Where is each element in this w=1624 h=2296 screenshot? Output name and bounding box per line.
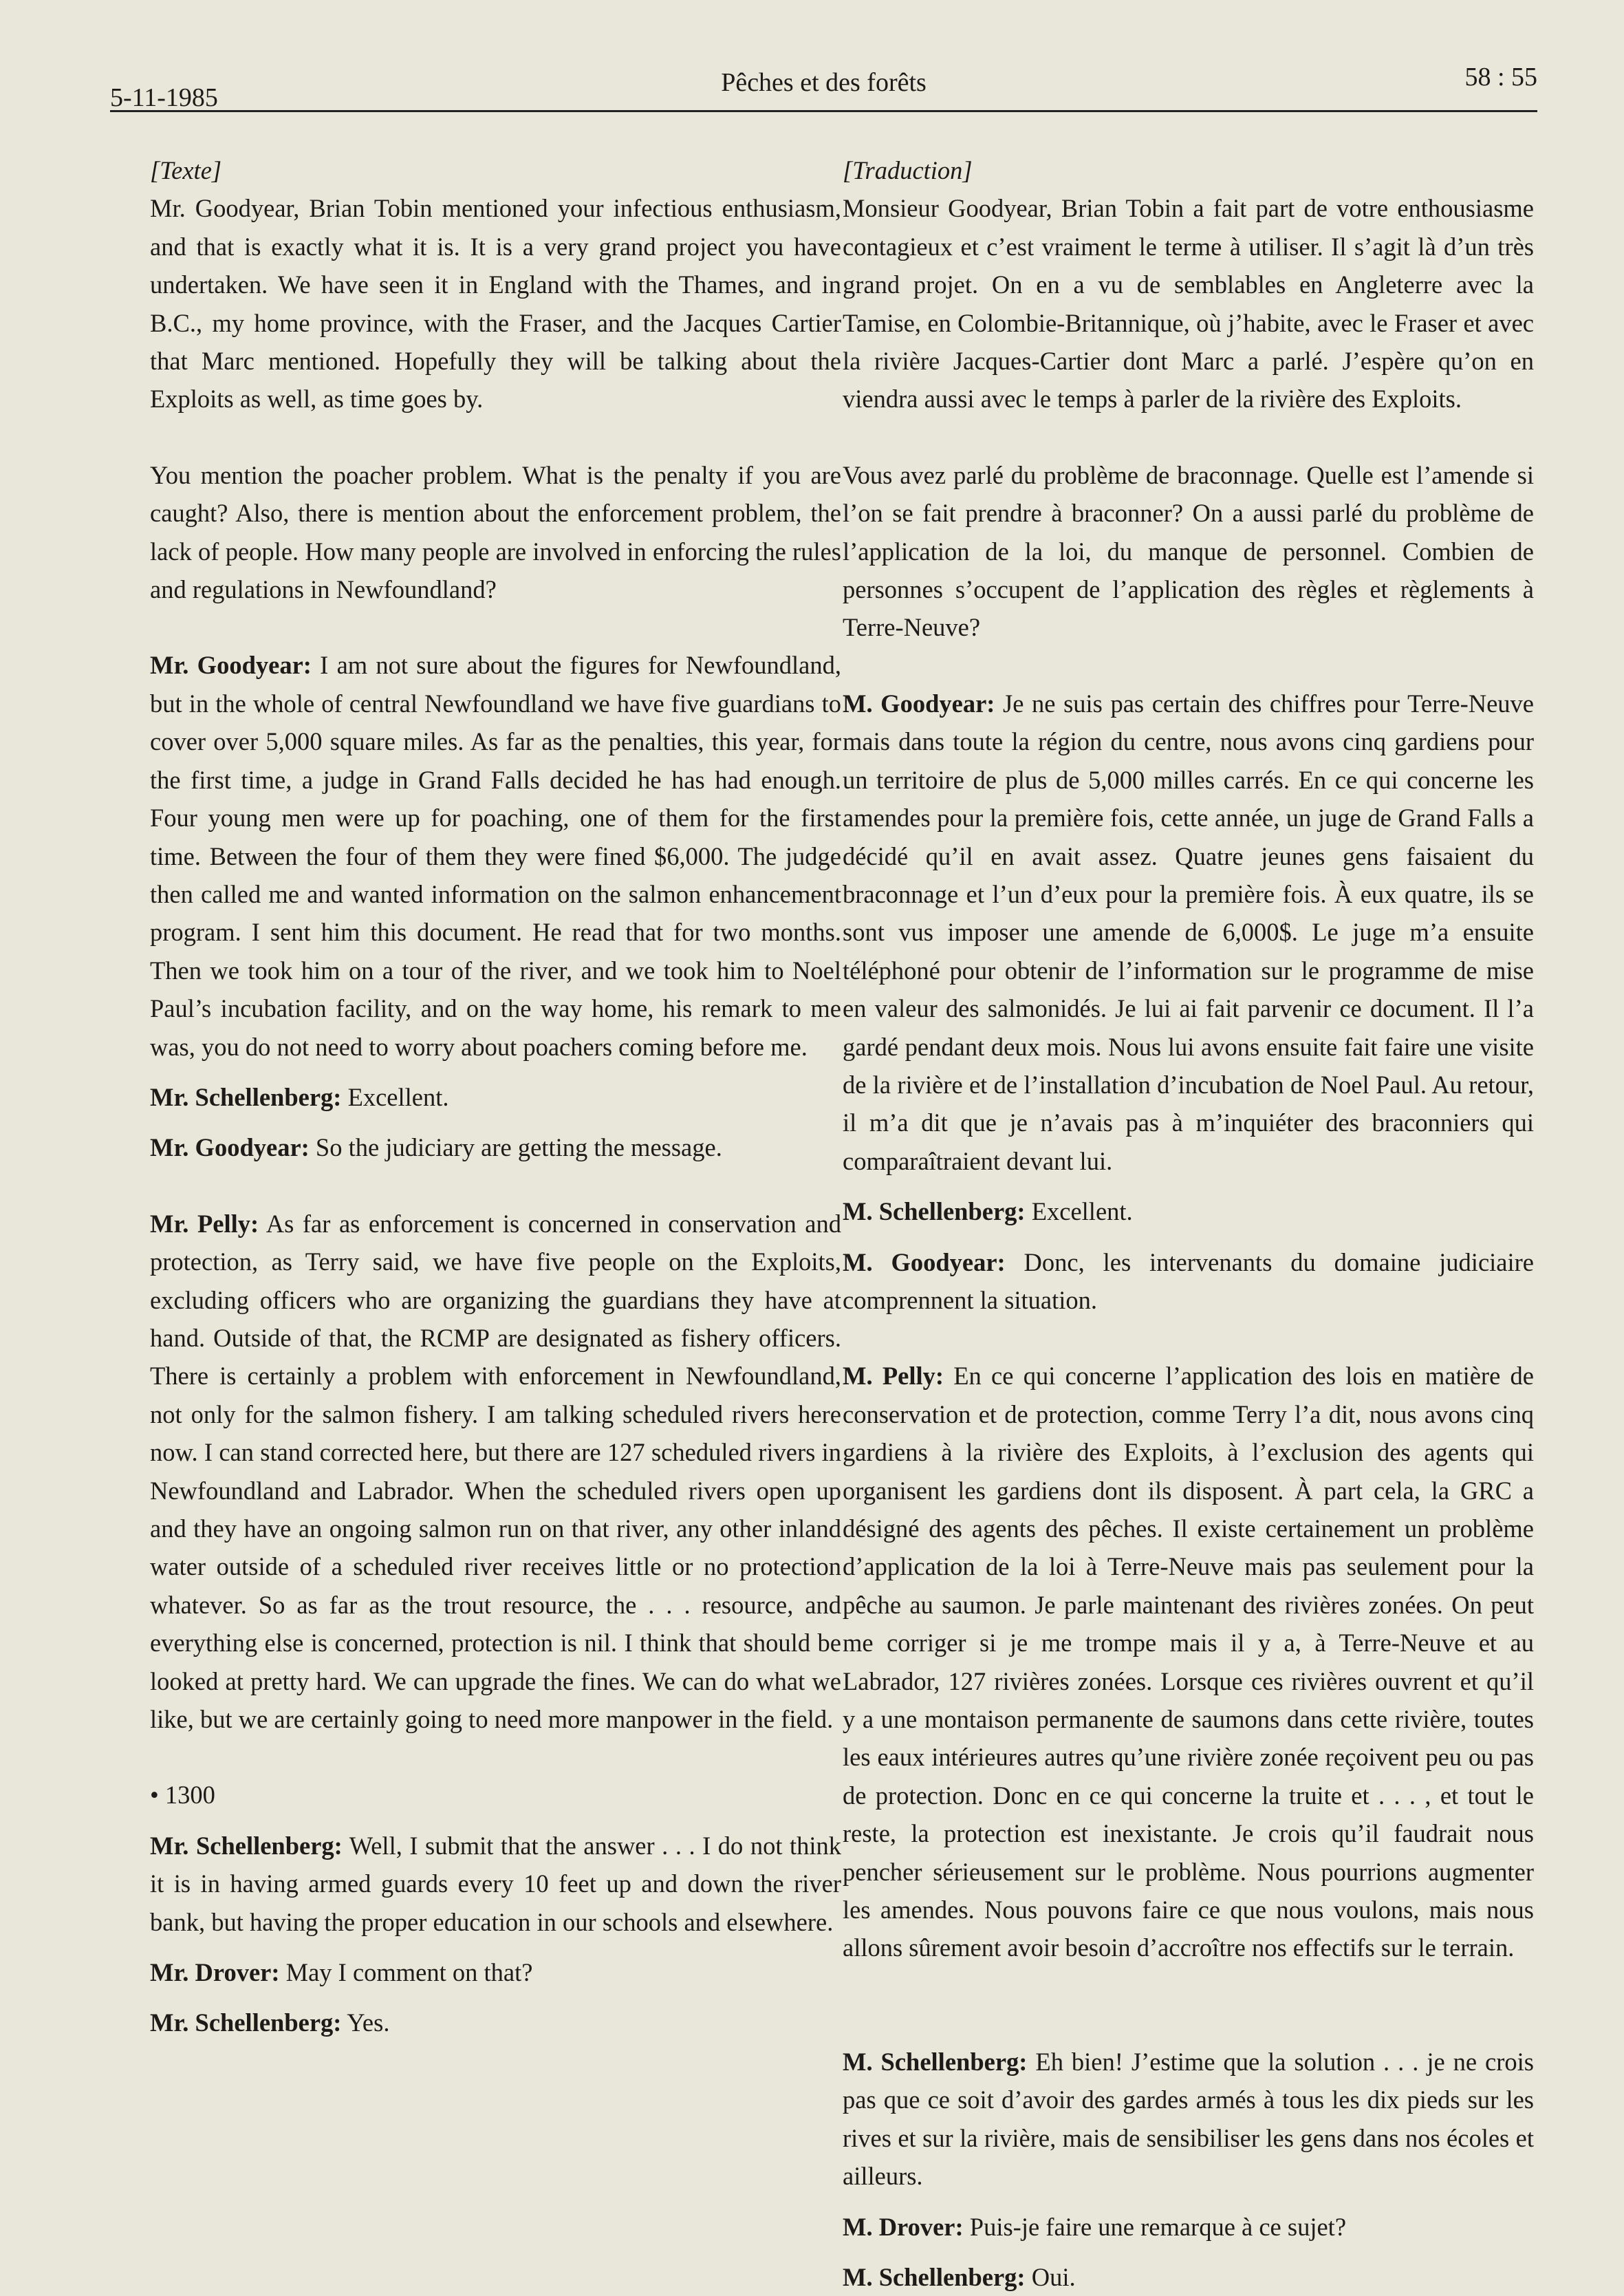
spacer — [150, 1116, 841, 1128]
speech-text: En ce qui concerne l’application des lois en matière de conservation et de protection, comme Terry l’a dit, nous avons cinq gardiens à la rivière des Exploits, à l’exclusion des agents qui organisent les gardiens dont ils disposent. À part cela, la GRC a désigné des agents des pêches. Il existe certainement un problème d’application de la loi à Terre-Neuve mais pas seulement pour la pêche au saumon. Je parle maintenant des rivières zonées. On peut me corriger si je me trompe mais il y a, à Terre-Neuve et au Labrador, 127 rivières zonées. Lorsque ces rivières ouvrent et qu’il y a une montaison permanente de saumons dans cette rivière, toutes les eaux intérieures autres qu’une rivière zonée reçoivent peu ou pas de protection. Donc en ce qui concerne la truite et . . . , et tout le reste, la protection est inexistante. Je crois qu’il faudrait nous pencher sérieusement sur le problème. Nous pourrions augmenter les amendes. Nous pouvons faire ce que nous voulons, mais nous allons sûrement avoir besoin d’accroître nos effectifs sur le terrain. — [843, 1362, 1534, 1962]
paragraph-1: Mr. Goodyear, Brian Tobin mentioned your infectious enthusiasm, and that is exactly what it is. It is a very grand project you have undertaken. We have seen it in England with the Thames, and in B.C., my home province, with the Fraser, and the Jacques Cartier that Marc mentioned. Hopefully they will be talking about the Exploits as well, as time goes by. — [150, 194, 841, 414]
spacer — [150, 1738, 841, 1776]
section-label-traduction: [Traduction] — [843, 156, 973, 184]
speaker-name: Mr. Goodyear: — [150, 651, 312, 680]
paragraph-5 — [843, 1243, 1534, 1320]
english-column — [150, 151, 841, 2042]
speech-text: So the judiciary are getting the message. — [309, 1133, 722, 1162]
paragraph-5 — [150, 1128, 841, 1166]
speech-text: May I comment on that? — [279, 1958, 533, 1987]
paragraph-2: Vous avez parlé du problème de braconnage. Quelle est l’amende si l’on se fait prendre à braconner? On a aussi parlé du problème de l’application de la loi, du manque de personnel. Combien de personnes s’occupent de l’application des règles et règlements à Terre-Neuve? — [843, 460, 1534, 642]
paragraph-7 — [843, 2043, 1534, 2196]
speech-text: Oui. — [1025, 2262, 1076, 2291]
paragraph-7 — [150, 1827, 841, 1941]
header-date: 5-11-1985 — [110, 83, 218, 112]
speech-text: Excellent. — [341, 1082, 449, 1111]
time-marker: • 1300 — [150, 1781, 215, 1810]
speaker-name: Mr. Schellenberg: — [150, 1082, 342, 1111]
speech-text: As far as enforcement is concerned in conservation and protection, as Terry said, we have five people on the Exploits, excluding officers who are organizing the guardians they have at hand. Outside of that, the RCMP are designated as fishery officers. There is certainly a problem with enforcement in Newfoundland, not only for the salmon fishery. I am talking scheduled rivers here now. I can stand corrected here, but there are 127 scheduled rivers in Newfoundland and Labrador. When the scheduled rivers open up and they have an ongoing salmon run on that river, any other inland water outside of a scheduled river receives little or no protection whatever. So as far as the trout resource, the . . . resource, and everything else is concerned, protection is nil. I think that should be looked at pretty hard. We can upgrade the fines. We can do what we like, but we are certainly going to need more manpower in the field. — [150, 1209, 842, 1734]
french-column — [843, 151, 1534, 2296]
spacer — [843, 2005, 1534, 2043]
spacer — [843, 2246, 1534, 2258]
spacer — [843, 1231, 1534, 1243]
paragraph-9 — [150, 2004, 841, 2041]
speaker-name: M. Schellenberg: — [843, 1197, 1026, 1226]
speaker-name: Mr. Pelly: — [150, 1209, 259, 1238]
page-header — [110, 55, 1537, 112]
spacer — [150, 1941, 841, 1953]
speaker-name: M. Goodyear: — [843, 1247, 1006, 1276]
speech-text: Excellent. — [1025, 1197, 1133, 1226]
speaker-name: M. Schellenberg: — [843, 2262, 1026, 2291]
speech-text: Je ne suis pas certain des chiffres pour Terre-Neuve mais dans toute la région du centre, nous avons cinq gardiens pour un territoire de plus de 5,000 milles carrés. En ce qui concerne les amendes pour la première fois, cette année, un juge de Grand Falls a décidé qu’il en avait assez. Quatre jeunes gens faisaient du braconnage et l’un d’eux pour la première fois. À eux quatre, ils se sont vus imposer une amende de 6,000$. Le juge m’a ensuite téléphoné pour obtenir de l’information sur le programme de mise en valeur des salmonidés. Je lui ai fait parvenir ce document. Il l’a gardé pendant deux mois. Nous lui avons ensuite fait faire une visite de la rivière et de l’installation d’incubation de Noel Paul. Au retour, il m’a dit que je n’avais pas à m’inquiéter des braconniers qui comparaîtraient devant lui. — [843, 689, 1534, 1175]
spacer — [150, 1066, 841, 1078]
header-page-number: 58 : 55 — [1464, 63, 1537, 92]
speaker-name: Mr. Schellenberg: — [150, 1831, 343, 1860]
paragraph-2: You mention the poacher problem. What is the penalty if you are caught? Also, there is mention about the enforcement problem, the lack of people. How many people are involved in enforcing the rules and regulations in Newfoundland? — [150, 460, 841, 604]
speaker-name: M. Drover: — [843, 2212, 964, 2241]
speech-text: I am not sure about the figures for Newfoundland, but in the whole of central Newfoundland we have five guardians to cover over 5,000 square miles. As far as the penalties, this year, for the first time, a judge in Grand Falls decided he has had enough. Four young men were up for poaching, one of them for the first time. Between the four of them they were fined $6,000. The judge then called me and wanted information on the salmon enhancement program. I sent him this document. He read that for two months. Then we took him on a tour of the river, and we took him to Noel Paul’s incubation facility, and on the way home, his remark to me was, you do not need to worry about poachers coming before me. — [150, 651, 841, 1061]
header-title: Pêches et des forêts — [721, 68, 927, 97]
speaker-name: M. Pelly: — [843, 1362, 944, 1391]
spacer — [843, 1319, 1534, 1357]
spacer — [843, 418, 1534, 456]
speech-text: Yes. — [341, 2008, 390, 2037]
speaker-name: M. Goodyear: — [843, 689, 995, 718]
speaker-name: M. Schellenberg: — [843, 2047, 1028, 2076]
speaker-name: Mr. Schellenberg: — [150, 2008, 342, 2037]
paragraph-8 — [150, 1953, 841, 1991]
speech-text: Donc, les intervenants du domaine judiciaire comprennent la situation. — [843, 1247, 1534, 1314]
speech-text: Eh bien! J’estime que la solution . . . je ne crois pas que ce soit d’avoir des gardes armés à tous les dix pieds sur les rives et sur la rivière, mais de sensibiliser les gens dans nos écoles et ailleurs. — [843, 2047, 1534, 2191]
paragraph-4 — [843, 1192, 1534, 1230]
spacer — [150, 608, 841, 646]
spacer — [150, 1167, 841, 1205]
spacer — [843, 2196, 1534, 2208]
spacer — [150, 1991, 841, 2004]
spacer — [843, 647, 1534, 685]
speech-text: Puis-je faire une remarque à ce sujet? — [963, 2212, 1347, 2241]
paragraph-8 — [843, 2208, 1534, 2246]
spacer — [843, 1180, 1534, 1192]
speaker-name: Mr. Goodyear: — [150, 1133, 310, 1162]
paragraph-3 — [843, 685, 1534, 1180]
paragraph-1: Monsieur Goodyear, Brian Tobin a fait part de votre enthousiasme contagieux et c’est vraiment le terme à utiliser. Il s’agit là d’un très grand projet. On en a vu de semblables en Angleterre avec la Tamise, en Colombie-Britannique, où j’habite, avec le Fraser et avec la rivière Jacques-Cartier dont Marc a parlé. J’espère qu’on en viendra aussi avec le temps à parler de la rivière des Exploits. — [843, 194, 1534, 414]
paragraph-4 — [150, 1078, 841, 1116]
spacer — [150, 1814, 841, 1827]
paragraph-6 — [150, 1205, 841, 1739]
spacer — [843, 1967, 1534, 2005]
speaker-name: Mr. Drover: — [150, 1958, 280, 1987]
paragraph-9 — [843, 2258, 1534, 2296]
paragraph-6 — [843, 1357, 1534, 1967]
speech-text: Well, I submit that the answer . . . I do not think it is in having armed guards every 10 feet up and down the river bank, but having the proper education in our schools and elsewhere. — [150, 1831, 842, 1936]
spacer — [150, 418, 841, 456]
paragraph-3 — [150, 646, 841, 1065]
section-label-texte: [Texte] — [150, 156, 222, 184]
